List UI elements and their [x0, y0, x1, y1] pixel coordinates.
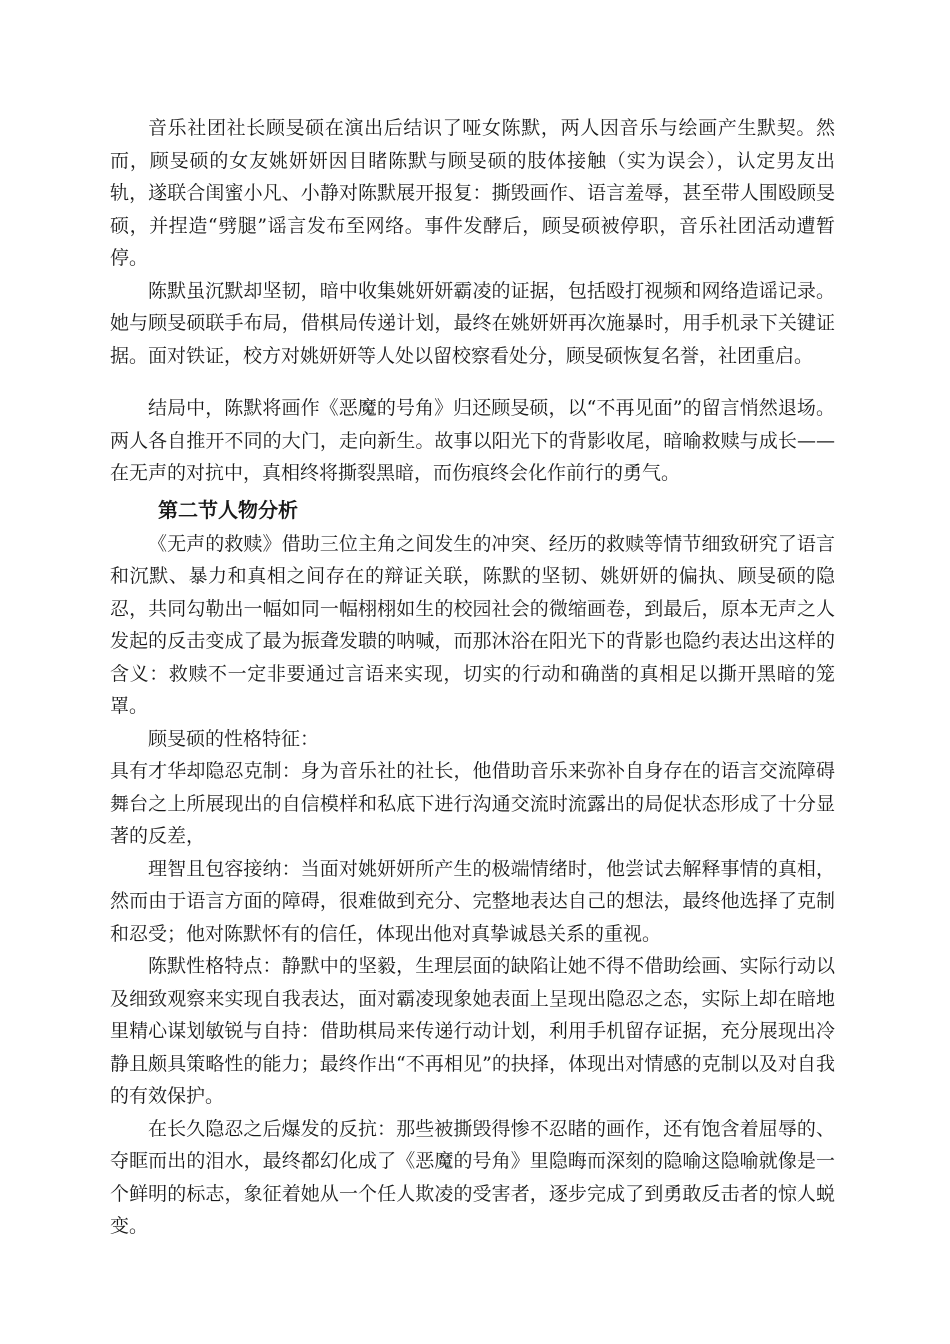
analysis-paragraph-gu-title: 顾旻硕的性格特征： [148, 727, 320, 750]
summary-paragraph-1: 音乐社团社长顾旻硕在演出后结识了哑女陈默，两人因音乐与绘画产生默契。然而，顾旻硕的女友姚妍妍因目睹陈默与顾旻硕的肢体接触（实为误会），认定男友出轨，遂联合闺蜜小凡、小静对陈默展开报复：撕毁画作、语言羞辱，甚至带人围殴顾旻硕，并捏造“劈腿”谣言发布至网络。事件发酵后，顾旻硕被停职，音乐社团活动遭暂停。 [110, 117, 835, 269]
analysis-paragraph-intro: 《无声的救赎》借助三位主角之间发生的冲突、经历的救赎等情节细致研究了语言和沉默、暴力和真相之间存在的辩证关联，陈默的坚韧、姚妍妍的偏执、顾旻硕的隐忍，共同勾勒出一幅如同一幅栩栩如生的校园社会的微缩画卷，到最后，原本无声之人发起的反击变成了最为振聋发聩的呐喊，而那沐浴在阳光下的背影也隐约表达出这样的含义：救赎不一定非要通过言语来实现，切实的行动和确凿的真相足以撕开黑暗的笼罩。 [110, 532, 835, 717]
document-page [110, 112, 835, 1243]
analysis-paragraph-chen-trait-1: 陈默性格特点：静默中的坚毅，生理层面的缺陷让她不得不借助绘画、实际行动以及细致观察来实现自我表达，面对霸凌现象她表面上呈现出隐忍之态，实际上却在暗地里精心谋划敏锐与自持：借助棋局来传递行动计划，利用手机留存证据，充分展现出冷静且颇具策略性的能力；最终作出“不再相见”的抉择，体现出对情感的克制以及对自我的有效保护。 [110, 955, 835, 1107]
section-heading: 第二节人物分析 [158, 497, 298, 522]
summary-paragraph-3: 结局中，陈默将画作《恶魔的号角》归还顾旻硕，以“不再见面”的留言悄然退场。两人各自推开不同的大门，走向新生。故事以阳光下的背影收尾，暗喻救赎与成长——在无声的对抗中，真相终将撕裂黑暗，而伤痕终会化作前行的勇气。 [110, 397, 835, 484]
summary-paragraph-2: 陈默虽沉默却坚韧，暗中收集姚妍妍霸凌的证据，包括殴打视频和网络造谣记录。她与顾旻硕联手布局，借棋局传递计划，最终在姚妍妍再次施暴时，用手机录下关键证据。面对铁证，校方对姚妍妍等人处以留校察看处分，顾旻硕恢复名誉，社团重启。 [110, 279, 835, 367]
analysis-paragraph-gu-trait-2: 理智且包容接纳：当面对姚妍妍所产生的极端情绪时，他尝试去解释事情的真相，然而由于语言方面的障碍，很难做到充分、完整地表达自己的想法，最终他选择了克制和忍受；他对陈默怀有的信任，体现出他对真挚诚恳关系的重视。 [110, 857, 835, 945]
analysis-paragraph-chen-trait-2: 在长久隐忍之后爆发的反抗：那些被撕毁得惨不忍睹的画作，还有饱含着屈辱的、夺眶而出的泪水，最终都幻化成了《恶魔的号角》里隐晦而深刻的隐喻这隐喻就像是一个鲜明的标志，象征着她从一个任人欺凌的受害者，逐步完成了到勇敢反击者的惊人蜕变。 [110, 1117, 835, 1237]
analysis-paragraph-gu-trait-1: 具有才华却隐忍克制：身为音乐社的社长，他借助音乐来弥补自身存在的语言交流障碍舞台之上所展现出的自信模样和私底下进行沟通交流时流露出的局促状态形成了十分显著的反差， [110, 760, 835, 847]
paragraph-spacer [110, 372, 835, 392]
